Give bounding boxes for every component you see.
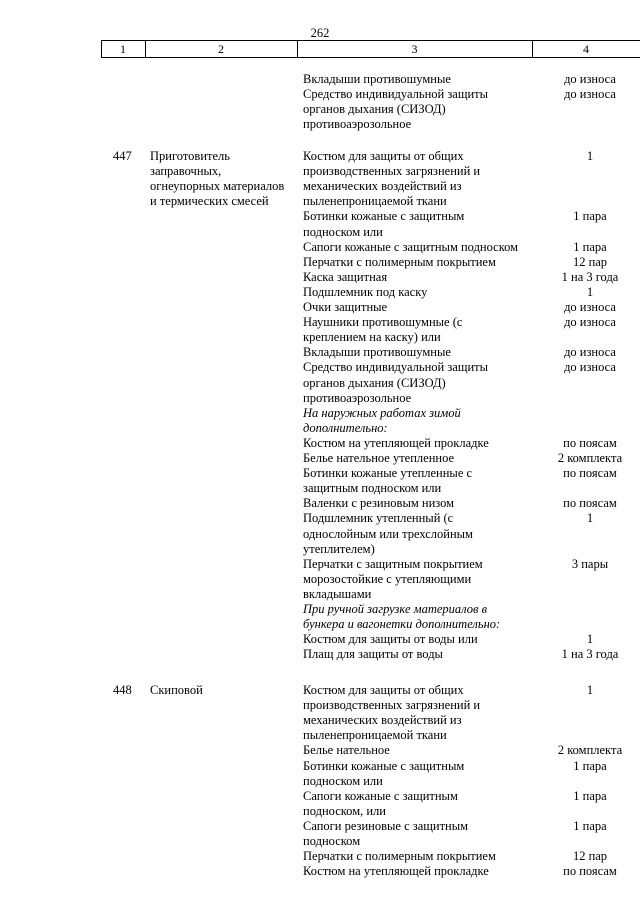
ppe-norm: 1 на 3 года [561,647,619,662]
ppe-item: Плащ для защиты от воды [303,647,443,662]
ppe-norm: 1 пара [573,239,607,254]
ppe-item: морозостойкие с утепляющими [303,571,472,586]
ppe-norm: 1 [586,284,594,299]
ppe-item: Вкладыши противошумные [303,345,451,360]
profession-name: заправочных, [150,164,222,179]
ppe-item: При ручной загрузке материалов в [303,602,488,616]
ppe-item: Подшлемник утепленный (с [303,511,454,526]
ppe-norm: 2 комплекта [557,743,623,758]
ppe-norm: по поясам [563,435,617,450]
ppe-item: Костюм для защиты от общих [303,149,464,163]
ppe-norm: 1 на 3 года [561,269,619,284]
ppe-item: Костюм для защиты от воды или [303,632,478,647]
ppe-item: подноском или [303,224,383,239]
ppe-item: производственных загрязнений и [303,164,481,179]
profession-name: и термических смесей [150,194,269,209]
ppe-item: Ботинки кожаные с защитным [303,758,465,773]
ppe-norm: 1 пара [573,788,607,803]
ppe-norm: до износа [564,300,616,314]
ppe-item: Сапоги резиновые с защитным [303,818,469,833]
ppe-item: Ботинки кожаные с защитным [303,209,465,224]
ppe-norm: до износа [564,315,616,330]
ppe-item: Вкладыши противошумные [303,72,451,86]
ppe-item: Сапоги кожаные с защитным подноском [303,239,519,254]
ppe-norm: по поясам [563,864,617,879]
ppe-item: Каска защитная [303,269,388,284]
ppe-item: Перчатки с защитным покрытием [303,556,483,571]
ppe-norm: до износа [564,72,616,86]
ppe-norm: 1 пара [573,209,607,224]
profession-name: Скиповой [150,683,203,697]
ppe-norm: до износа [564,360,616,375]
ppe-item: дополнительно: [303,420,388,435]
ppe-item: Очки защитные [303,300,388,314]
profession-name: огнеупорных материалов [150,179,285,194]
ppe-item: Ботинки кожаные утепленные с [303,466,473,481]
ppe-item: подноском, или [303,803,386,818]
ppe-norm: до износа [564,87,616,102]
ppe-item: Костюм на утепляющей прокладке [303,864,489,879]
ppe-item: Средство индивидуальной защиты [303,87,489,102]
header-col-3: 3 [411,42,418,56]
ppe-item: органов дыхания (СИЗОД) [303,375,446,390]
ppe-item: органов дыхания (СИЗОД) [303,102,446,117]
ppe-item: Наушники противошумные (с [303,315,463,330]
ppe-norm: 1 [586,632,594,647]
ppe-norm: 1 [586,149,594,163]
header-col-1: 1 [120,42,126,56]
ppe-item: Сапоги кожаные с защитным [303,788,458,803]
ppe-item: механических воздействий из [303,179,462,194]
ppe-item: пыленепроницаемой ткани [303,728,447,743]
ppe-item: противоаэрозольное [303,390,412,405]
ppe-item: Средство индивидуальной защиты [303,360,489,375]
ppe-item: Перчатки с полимерным покрытием [303,254,496,269]
ppe-item: Подшлемник под каску [303,284,428,299]
row-number: 448 [113,683,132,697]
ppe-item: утеплителем) [303,541,375,556]
ppe-item: подноском [303,834,361,848]
ppe-item: Валенки с резиновым низом [303,496,455,511]
ppe-norm: по поясам [563,496,617,511]
ppe-item: пыленепроницаемой ткани [303,194,447,209]
ppe-norm: 1 [586,511,594,526]
ppe-item: однослойным или трехслойным [303,526,473,541]
ppe-item: Костюм на утепляющей прокладке [303,435,489,450]
ppe-item: защитным подноском или [303,481,442,496]
ppe-norm: 2 комплекта [557,451,623,465]
ppe-item: подноском или [303,773,383,788]
ppe-norm: по поясам [563,466,617,481]
ppe-item: креплением на каску) или [303,330,441,345]
ppe-norm: 1 пара [573,758,607,773]
ppe-item: Перчатки с полимерным покрытием [303,849,496,864]
ppe-item: бункера и вагонетки дополнительно: [303,617,501,632]
ppe-item: Белье нательное [303,743,390,758]
ppe-item: Белье нательное утепленное [303,451,455,465]
ppe-item: Костюм для защиты от общих [303,683,464,697]
ppe-norm: 3 пары [571,556,609,571]
ppe-item: противоаэрозольное [303,117,412,132]
ppe-norm: 12 пар [572,254,608,269]
ppe-item: механических воздействий из [303,713,462,728]
profession-name: Приготовитель [150,149,230,163]
ppe-norm: до износа [564,345,616,360]
ppe-norm: 12 пар [572,849,608,864]
ppe-norm: 1 пара [573,818,607,833]
ppe-item: производственных загрязнений и [303,698,481,713]
header-col-4: 4 [583,42,589,56]
ppe-item: вкладышами [303,586,372,601]
row-number: 447 [113,149,132,163]
ppe-norm: 1 [586,683,594,697]
ppe-item: На наружных работах зимой [303,405,461,420]
header-col-2: 2 [218,42,224,56]
page-number: 262 [310,26,330,40]
